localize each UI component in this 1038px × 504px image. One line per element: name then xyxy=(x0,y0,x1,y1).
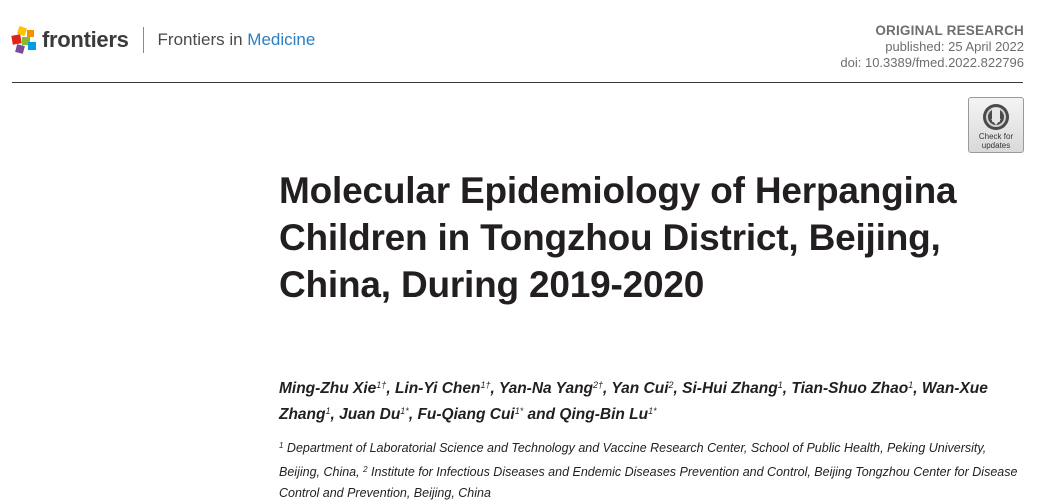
article-title: Molecular Epidemiology of Herpangina Children in Tongzhou District, Beijing, China, During 2019-2020 xyxy=(279,170,957,305)
divider xyxy=(143,27,144,53)
published-date: published: 25 April 2022 xyxy=(885,39,1024,54)
check-for-updates-icon xyxy=(981,102,1011,132)
affiliation-marker: 1 xyxy=(279,441,284,450)
author-name[interactable]: Si-Hui Zhang xyxy=(682,380,778,397)
author-affiliation-marker: 1* xyxy=(400,406,409,416)
author-separator: , xyxy=(386,380,395,397)
affiliation-text: Department of Laboratorial Science and Technology and Vaccine Research Center, School of Public Health, Peking University, Beijing, China, xyxy=(279,441,987,479)
affiliation-text: Institute for Infectious Diseases and Endemic Diseases Prevention and Control, Beijing Tongzhou Center for Disease Control and Prevention, Beijing, China xyxy=(279,465,1018,500)
author-separator: , xyxy=(673,380,683,397)
author-name[interactable]: Yan Cui xyxy=(611,380,669,397)
journal-name[interactable] xyxy=(158,30,316,50)
article-type: ORIGINAL RESEARCH xyxy=(875,23,1024,38)
affiliation-marker: 2 xyxy=(363,465,368,474)
author-name[interactable]: Fu-Qiang Cui xyxy=(417,406,515,423)
author-name[interactable]: Lin-Yi Chen xyxy=(394,380,481,397)
author-separator: , xyxy=(408,406,418,423)
article-meta xyxy=(840,23,1024,71)
journal-accent: Medicine xyxy=(247,30,316,49)
frontiers-logo-icon xyxy=(12,27,38,53)
author-affiliation-marker: 1* xyxy=(648,406,657,416)
header-rule xyxy=(12,82,1023,83)
author-affiliation-marker: 1† xyxy=(480,380,491,390)
author-affiliation-marker: 2† xyxy=(593,380,604,390)
affiliations xyxy=(279,435,1019,504)
author-affiliation-marker: 1* xyxy=(514,406,524,416)
author-list xyxy=(279,374,1024,426)
author-separator: , xyxy=(490,380,499,397)
brand-name: frontiers xyxy=(42,27,129,52)
author-affiliation-marker: 1† xyxy=(376,380,387,390)
author-name[interactable]: Ming-Zhu Xie xyxy=(279,380,377,397)
author-name[interactable]: Qing-Bin Lu xyxy=(559,406,649,423)
badge-line-1: Check for xyxy=(978,132,1014,141)
author-name[interactable]: Juan Du xyxy=(339,406,401,423)
frontiers-logo[interactable] xyxy=(12,27,315,53)
author-separator: and xyxy=(523,406,560,423)
author-affiliation-marker: 2 xyxy=(668,380,674,390)
check-for-updates-button[interactable] xyxy=(968,97,1024,153)
author-affiliation-marker: 1 xyxy=(325,406,331,416)
author-name[interactable]: Yan-Na Yang xyxy=(498,380,594,397)
author-affiliation-marker: 1 xyxy=(777,380,783,390)
badge-line-2: updates xyxy=(981,141,1011,150)
author-name[interactable]: Tian-Shuo Zhao xyxy=(791,380,909,397)
author-name[interactable]: Wan-Xue Zhang xyxy=(279,380,988,423)
author-separator: , xyxy=(913,380,922,397)
author-affiliation-marker: 1 xyxy=(908,380,914,390)
doi-link[interactable]: doi: 10.3389/fmed.2022.822796 xyxy=(840,55,1024,70)
author-separator: , xyxy=(782,380,792,397)
author-separator: , xyxy=(603,380,612,397)
author-separator: , xyxy=(330,406,340,423)
journal-prefix: Frontiers in xyxy=(157,30,248,49)
